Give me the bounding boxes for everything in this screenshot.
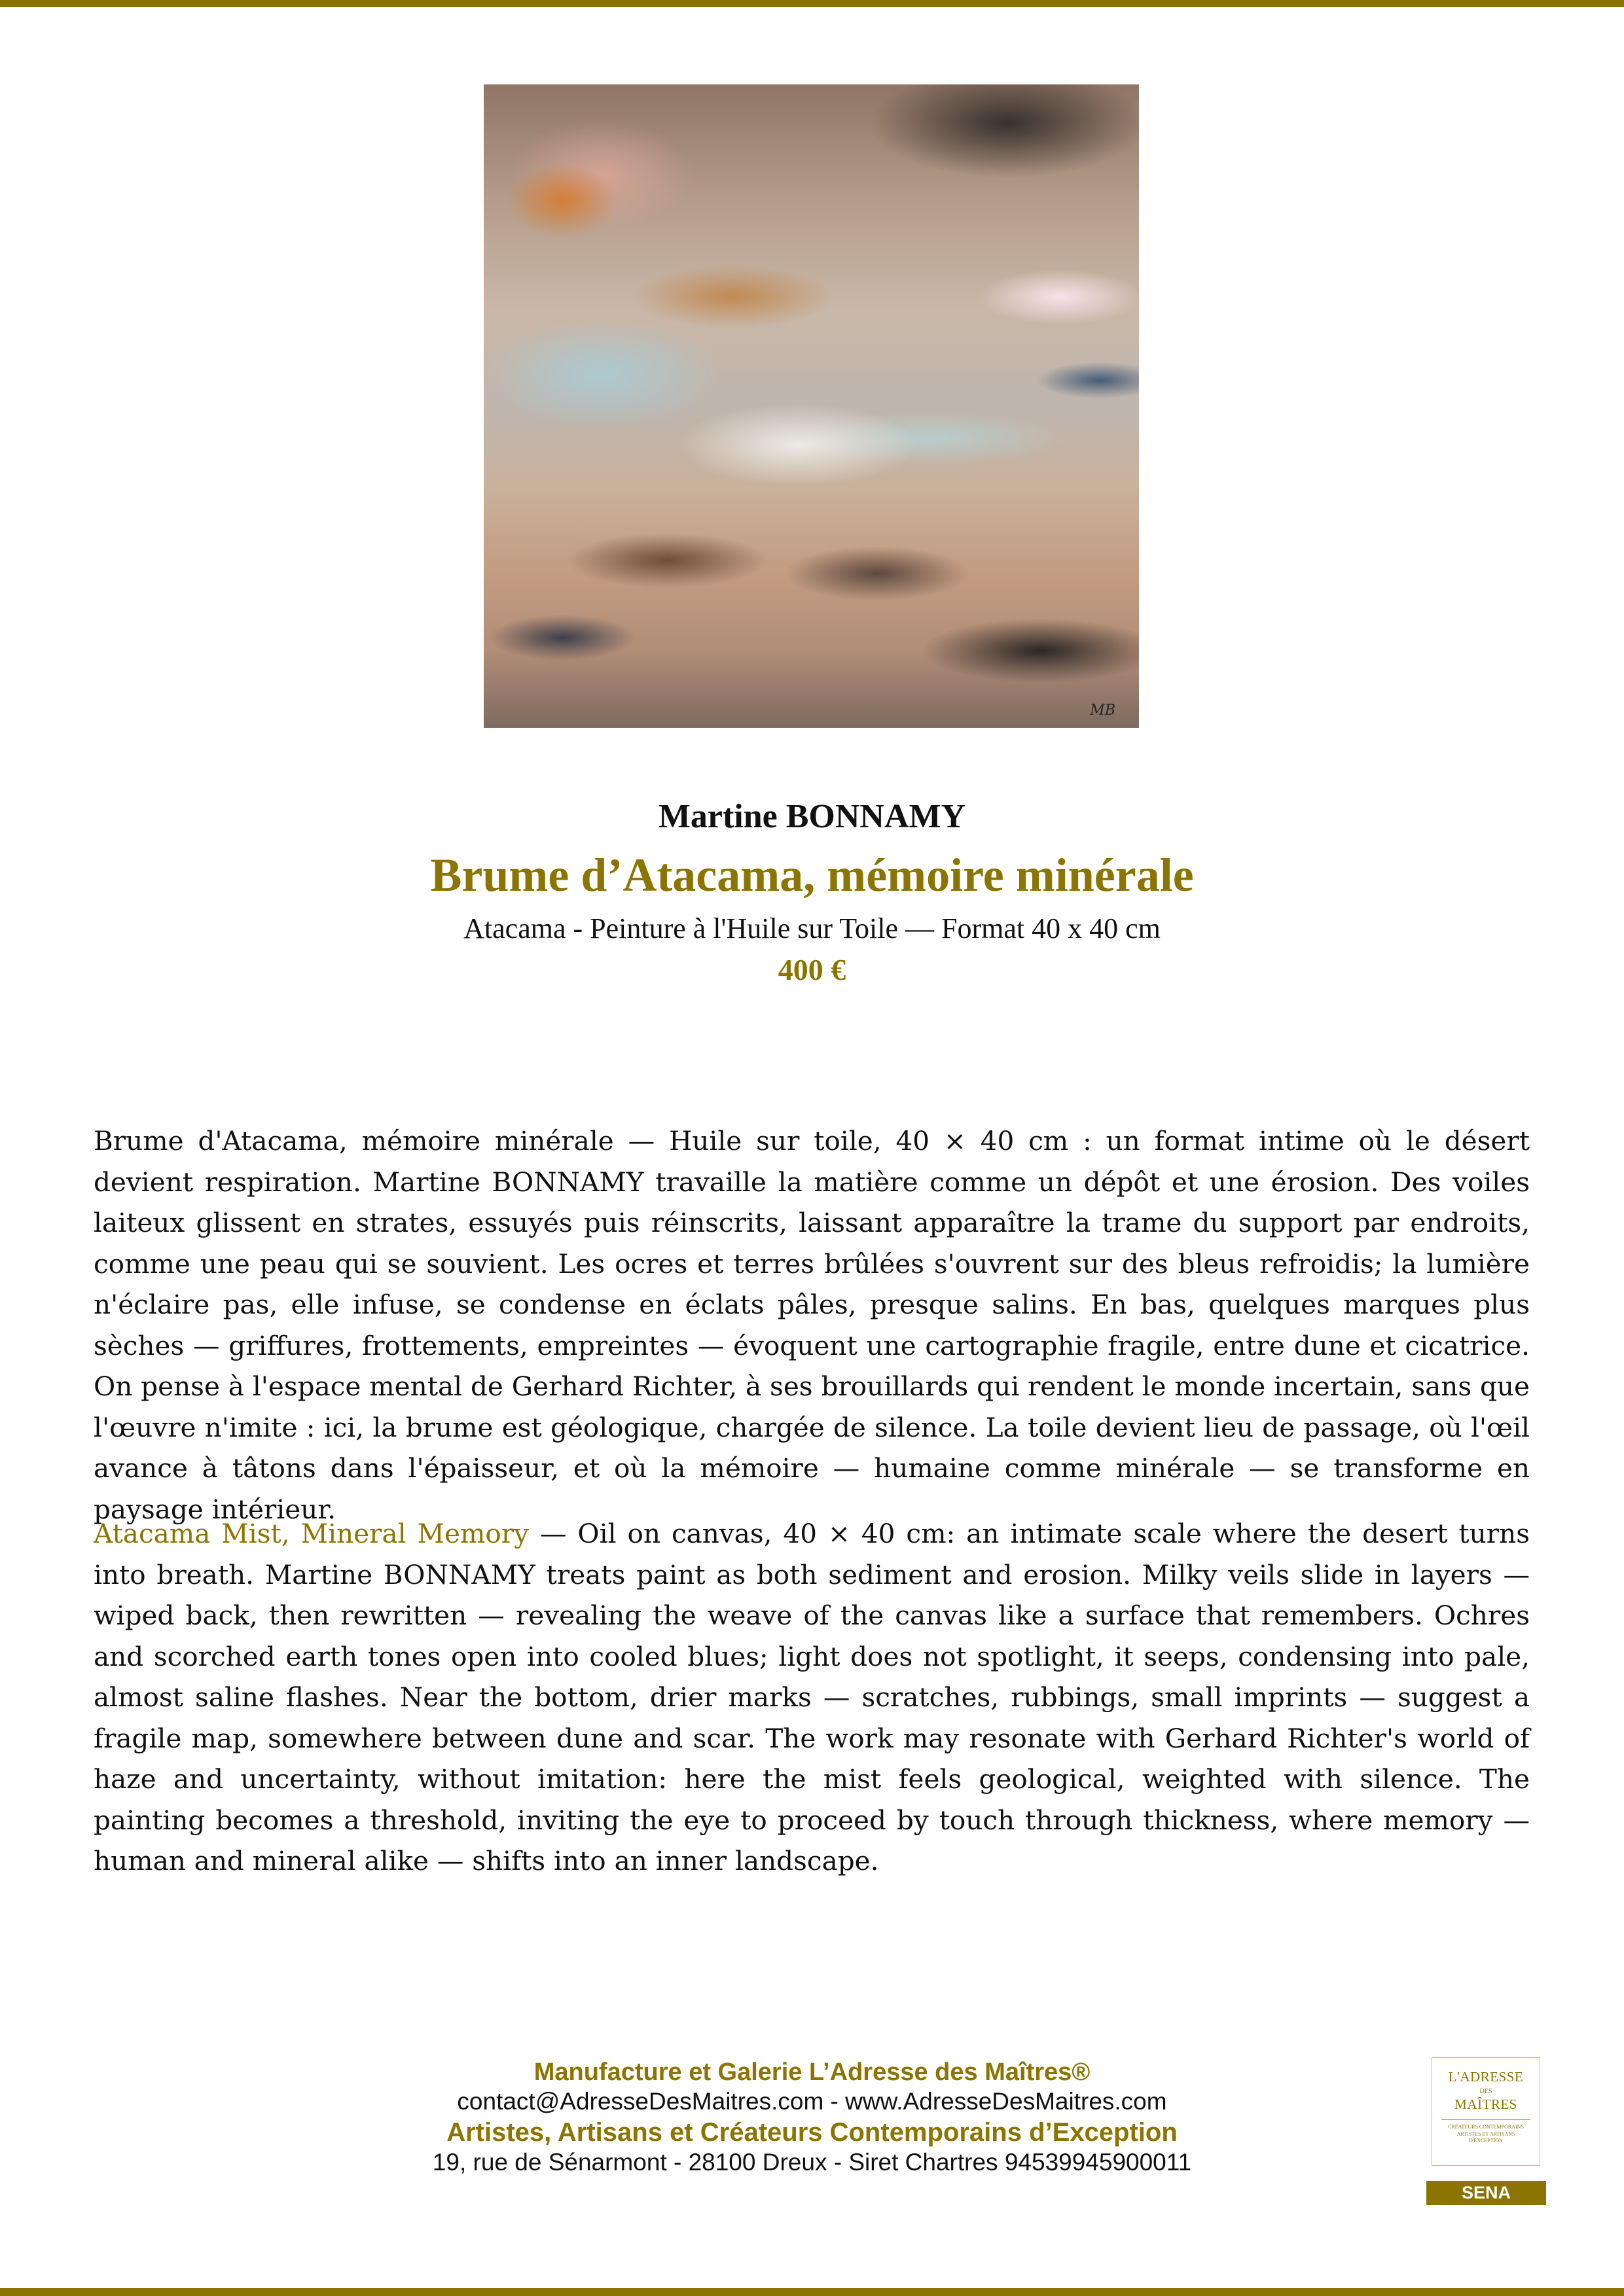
artwork-image <box>484 84 1139 728</box>
footer-contact-link[interactable]: contact@AdresseDesMaitres.com - www.AdresseDesMaitres.com <box>457 2088 1167 2115</box>
footer-address-text: 19, rue de Sénarmont - 28100 Dreux - Siret Chartres 94539945900011 <box>432 2149 1192 2176</box>
artist-name: Martine BONNAMY <box>658 798 966 835</box>
gallery-logo <box>1432 2057 1540 2166</box>
footer-tagline <box>0 2118 1624 2147</box>
english-title: Atacama Mist, Mineral Memory <box>94 1518 529 1549</box>
logo-divider <box>1441 2119 1530 2120</box>
footer-company <box>0 2058 1624 2087</box>
top-accent-bar <box>0 0 1624 7</box>
description-french: Brume d'Atacama, mémoire minérale — Huile sur toile, 40 × 40 cm : un format intime où le désert devient respiration. Martine BONNAMY travaille la matière comme un dépôt et une érosion. Des voiles laiteux glissent en strates, essuyés puis réinscrits, laissant apparaître la trame du support par endroits, comme une peau qui se souvient. Les ocres et terres brûlées s'ouvrent sur des bleus refroidis; la lumière n'éclaire pas, elle infuse, se condense en éclats pâles, presque salins. En bas, quelques marques plus sèches — griffures, frottements, empreintes — évoquent une cartographie fragile, entre dune et cicatrice. On pense à l'espace mental de Gerhard Richter, à ses brouillards qui rendent le monde incertain, sans que l'œuvre n'imite : ici, la brume est géologique, chargée de silence. La toile devient lieu de passage, où l'œil avance à tâtons dans l'épaisseur, et où la mémoire — humaine comme minérale — se transforme en paysage intérieur. <box>94 1125 1530 1525</box>
logo-line-1: L'ADRESSE <box>1448 2069 1524 2085</box>
footer-company-text: Manufacture et Galerie L’Adresse des Maîtres® <box>533 2058 1091 2086</box>
footer-contact <box>0 2088 1624 2115</box>
logo-line-4: CRÉATEURS CONTEMPORAINS <box>1448 2124 1524 2130</box>
sena-badge: SENA <box>1426 2181 1546 2205</box>
artwork-title: Brume d’Atacama, mémoire minérale <box>430 849 1194 901</box>
footer-address <box>0 2149 1624 2176</box>
footer-tagline-text: Artistes, Artisans et Créateurs Contemporains d’Exception <box>446 2118 1178 2147</box>
description-english <box>94 1513 1530 1882</box>
logo-line-6: D'EXCEPTION <box>1469 2138 1503 2144</box>
english-text: — Oil on canvas, 40 × 40 cm: an intimate scale where the desert turns into breath. Martine BONNAMY treats paint as both sediment and erosion. Milky veils slide in layers — wiped back, then rewritten — revealing the weave of the canvas like a surface that remembers. Ochres and scorched earth tones open into cooled blues; light does not spotlight, it seeps, condensing into pale, almost saline flashes. Near the bottom, drier marks — scratches, rubbings, small imprints — suggest a fragile map, somewhere between dune and scar. The work may resonate with Gerhard Richter's world of haze and uncertainty, without imitation: here the mist feels geological, weighted with silence. The painting becomes a threshold, inviting the eye to proceed by touch through thickness, where memory — human and mineral alike — shifts into an inner landscape. <box>94 1518 1530 1876</box>
artwork-price: 400 € <box>778 953 846 986</box>
bottom-accent-bar <box>0 2288 1624 2296</box>
logo-line-5: ARTISTES ET ARTISANS <box>1456 2130 1515 2137</box>
artwork-signature: MB <box>1090 702 1115 719</box>
artwork-subtitle: Atacama - Peinture à l'Huile sur Toile — Format 40 x 40 cm <box>463 912 1161 944</box>
logo-line-2: DES <box>1479 2088 1492 2095</box>
logo-line-3: MAÎTRES <box>1454 2096 1517 2112</box>
